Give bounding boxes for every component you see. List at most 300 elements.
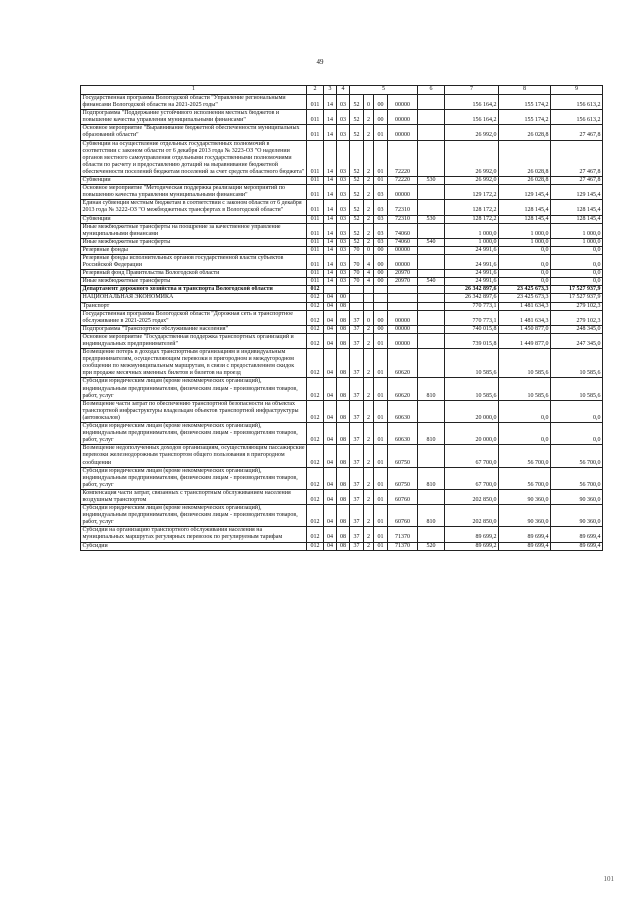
cell-pr: 08 [337, 542, 350, 550]
cell-gr: 011 [307, 223, 324, 238]
cell-cs1: 37 [350, 400, 364, 422]
cell-gr: 011 [307, 200, 324, 215]
cell-name: Подпрограмма "Транспортное обслуживание населения" [81, 325, 307, 333]
cell-y3: 10 585,6 [551, 378, 603, 400]
cell-cs1: 70 [350, 246, 364, 254]
cell-y2: 89 699,4 [499, 542, 551, 550]
cell-y3: 1 000,0 [551, 223, 603, 238]
cell-pr: 03 [337, 185, 350, 200]
cell-rz: 04 [324, 349, 337, 378]
table-row [81, 325, 603, 333]
cell-rz: 14 [324, 125, 337, 140]
cell-cs4: 20970 [388, 278, 418, 286]
cell-vr: 540 [418, 238, 445, 246]
cell-y1: 24 991,6 [445, 270, 499, 278]
table-header-row [81, 86, 603, 95]
cell-gr: 011 [307, 185, 324, 200]
cell-vr: 810 [418, 505, 445, 527]
cell-cs3: 00 [374, 325, 388, 333]
cell-y2: 26 028,8 [499, 177, 551, 185]
cell-cs1: 52 [350, 200, 364, 215]
cell-y2: 90 360,0 [499, 505, 551, 527]
cell-y2: 0,0 [499, 270, 551, 278]
cell-cs2 [364, 294, 374, 302]
cell-y1: 740 015,8 [445, 325, 499, 333]
cell-cs4: 72310 [388, 200, 418, 215]
cell-rz: 14 [324, 177, 337, 185]
cell-y2: 155 174,2 [499, 95, 551, 110]
cell-vr [418, 310, 445, 325]
table-row [81, 302, 603, 310]
cell-y2: 1 481 634,3 [499, 310, 551, 325]
cell-y3: 90 360,0 [551, 505, 603, 527]
cell-cs1: 37 [350, 333, 364, 348]
cell-gr: 012 [307, 349, 324, 378]
cell-rz: 04 [324, 302, 337, 310]
cell-pr: 03 [337, 223, 350, 238]
cell-vr: 810 [418, 378, 445, 400]
cell-y1: 770 773,1 [445, 302, 499, 310]
cell-cs2: 0 [364, 95, 374, 110]
cell-cs2: 2 [364, 333, 374, 348]
cell-cs4: 74060 [388, 223, 418, 238]
table-row [81, 333, 603, 348]
cell-gr: 012 [307, 467, 324, 489]
cell-cs4: 00000 [388, 325, 418, 333]
cell-pr: 08 [337, 333, 350, 348]
cell-cs3: 01 [374, 333, 388, 348]
cell-gr: 012 [307, 527, 324, 542]
cell-cs4: 60750 [388, 467, 418, 489]
table-row [81, 349, 603, 378]
cell-y3: 56 700,0 [551, 467, 603, 489]
cell-name: Субсидии юридическим лицам (кроме некоммерческих организаций), индивидуальным предпринимателям, физическим лицам - производителям товаров, работ, услуг [81, 423, 307, 445]
cell-cs4: 71370 [388, 527, 418, 542]
cell-rz: 04 [324, 333, 337, 348]
cell-name: Субсидии юридическим лицам (кроме некоммерческих организаций), индивидуальным предпринимателям, физическим лицам - производителям товаров, работ, услуг [81, 467, 307, 489]
cell-name: Департамент дорожного хозяйства и транспорта Вологодской области [81, 286, 307, 294]
cell-y1: 67 700,0 [445, 467, 499, 489]
cell-rz [324, 286, 337, 294]
cell-name: Субсидии юридическим лицам (кроме некоммерческих организаций), индивидуальным предпринимателям, физическим лицам - производителям товаров, работ, услуг [81, 505, 307, 527]
cell-rz: 14 [324, 200, 337, 215]
cell-cs1: 52 [350, 140, 364, 176]
cell-cs4 [388, 286, 418, 294]
cell-cs3 [374, 294, 388, 302]
cell-vr [418, 125, 445, 140]
cell-pr: 03 [337, 215, 350, 223]
cell-rz: 14 [324, 246, 337, 254]
cell-cs3: 03 [374, 238, 388, 246]
cell-cs3: 01 [374, 140, 388, 176]
cell-cs1: 52 [350, 223, 364, 238]
cell-name: Единая субвенция местным бюджетам в соответствии с законом области от 6 декабря 2013 года № 3222-ОЗ "О межбюджетных трансфертах в Вологодской области" [81, 200, 307, 215]
cell-pr: 03 [337, 270, 350, 278]
table-row [81, 185, 603, 200]
cell-gr: 011 [307, 177, 324, 185]
cell-cs4: 60630 [388, 400, 418, 422]
cell-gr: 012 [307, 286, 324, 294]
cell-gr: 012 [307, 325, 324, 333]
cell-vr [418, 333, 445, 348]
table-row [81, 246, 603, 254]
cell-y1: 26 342 897,6 [445, 294, 499, 302]
table-row [81, 505, 603, 527]
cell-cs1: 37 [350, 423, 364, 445]
cell-cs2 [364, 286, 374, 294]
cell-rz: 14 [324, 185, 337, 200]
cell-cs3 [374, 286, 388, 294]
header-cell: 1 [81, 86, 307, 95]
cell-cs3: 00 [374, 110, 388, 125]
cell-rz: 04 [324, 542, 337, 550]
cell-pr: 03 [337, 110, 350, 125]
cell-pr: 03 [337, 140, 350, 176]
cell-y2: 128 145,4 [499, 215, 551, 223]
header-cell: 9 [551, 86, 603, 95]
cell-y3: 27 467,8 [551, 177, 603, 185]
table-row [81, 254, 603, 269]
cell-cs1 [350, 286, 364, 294]
cell-cs3: 00 [374, 278, 388, 286]
cell-pr: 03 [337, 254, 350, 269]
cell-y2: 90 360,0 [499, 489, 551, 504]
cell-name: Субвенции [81, 177, 307, 185]
cell-cs3: 01 [374, 349, 388, 378]
cell-vr: 810 [418, 423, 445, 445]
cell-cs3: 00 [374, 310, 388, 325]
cell-pr: 03 [337, 95, 350, 110]
cell-cs3: 01 [374, 505, 388, 527]
cell-cs4: 00000 [388, 246, 418, 254]
cell-gr: 012 [307, 294, 324, 302]
cell-y1: 1 000,0 [445, 223, 499, 238]
table-row [81, 177, 603, 185]
cell-y2: 26 028,8 [499, 125, 551, 140]
cell-y2: 0,0 [499, 254, 551, 269]
cell-y3: 156 613,2 [551, 95, 603, 110]
cell-cs3: 01 [374, 177, 388, 185]
cell-vr [418, 489, 445, 504]
cell-y1: 10 585,6 [445, 378, 499, 400]
cell-rz: 14 [324, 223, 337, 238]
cell-cs4: 72220 [388, 177, 418, 185]
cell-y3: 90 360,0 [551, 489, 603, 504]
cell-name: Иные межбюджетные трансферты [81, 278, 307, 286]
cell-y1: 24 991,6 [445, 278, 499, 286]
table-row [81, 378, 603, 400]
cell-name: Возмещение недополученных доходов организациям, осуществляющим пассажирские перевозки железнодорожным транспортом общего пользования в пригородном сообщении [81, 445, 307, 467]
cell-name: Субсидии юридическим лицам (кроме некоммерческих организаций), индивидуальным предпринимателям, физическим лицам - производителям товаров, работ, услуг [81, 378, 307, 400]
cell-cs1 [350, 302, 364, 310]
cell-y2: 1 000,0 [499, 238, 551, 246]
cell-y3: 17 527 937,9 [551, 294, 603, 302]
cell-cs3: 00 [374, 254, 388, 269]
cell-y3: 17 527 937,9 [551, 286, 603, 294]
cell-cs1: 37 [350, 378, 364, 400]
cell-cs1: 37 [350, 310, 364, 325]
cell-pr: 03 [337, 238, 350, 246]
cell-cs1: 37 [350, 527, 364, 542]
table-row [81, 294, 603, 302]
cell-rz: 14 [324, 110, 337, 125]
cell-name: Иные межбюджетные трансферты на поощрение за качественное управление муниципальными финансами [81, 223, 307, 238]
cell-vr [418, 527, 445, 542]
cell-cs4: 60760 [388, 489, 418, 504]
cell-cs4: 71370 [388, 542, 418, 550]
cell-cs3: 01 [374, 542, 388, 550]
table-row [81, 489, 603, 504]
cell-cs1: 52 [350, 95, 364, 110]
cell-y2: 1 000,0 [499, 223, 551, 238]
cell-y3: 56 700,0 [551, 445, 603, 467]
cell-gr: 011 [307, 125, 324, 140]
cell-cs2: 2 [364, 527, 374, 542]
cell-cs4: 60620 [388, 378, 418, 400]
cell-gr: 012 [307, 302, 324, 310]
table-row [81, 223, 603, 238]
cell-vr [418, 325, 445, 333]
table-row [81, 400, 603, 422]
table-row [81, 527, 603, 542]
cell-y3: 279 102,3 [551, 310, 603, 325]
cell-gr: 012 [307, 542, 324, 550]
cell-y1: 26 342 897,6 [445, 286, 499, 294]
cell-rz: 14 [324, 254, 337, 269]
scan-mark: 101 [603, 875, 614, 883]
cell-rz: 04 [324, 423, 337, 445]
cell-name: Субсидии [81, 542, 307, 550]
cell-vr [418, 200, 445, 215]
cell-name: Субсидии на организацию транспортного обслуживания населения на муниципальных маршрутах регулярных перевозок по регулируемым тарифам [81, 527, 307, 542]
cell-y3: 247 345,0 [551, 333, 603, 348]
cell-pr: 08 [337, 378, 350, 400]
cell-cs4: 60750 [388, 445, 418, 467]
cell-cs2: 2 [364, 177, 374, 185]
cell-cs1 [350, 294, 364, 302]
cell-rz: 04 [324, 527, 337, 542]
cell-gr: 011 [307, 270, 324, 278]
table-row [81, 125, 603, 140]
cell-y2: 0,0 [499, 278, 551, 286]
cell-cs2: 0 [364, 246, 374, 254]
cell-y3: 0,0 [551, 278, 603, 286]
table-row [81, 200, 603, 215]
cell-cs2: 2 [364, 110, 374, 125]
cell-vr [418, 185, 445, 200]
budget-table [80, 85, 603, 551]
cell-cs3: 01 [374, 527, 388, 542]
cell-name: Субвенции [81, 215, 307, 223]
cell-gr: 012 [307, 505, 324, 527]
cell-y3: 27 467,8 [551, 125, 603, 140]
cell-y3: 128 145,4 [551, 200, 603, 215]
cell-cs1: 52 [350, 185, 364, 200]
cell-vr: 530 [418, 177, 445, 185]
cell-cs4 [388, 302, 418, 310]
table-row [81, 278, 603, 286]
cell-cs1: 52 [350, 238, 364, 246]
cell-y1: 1 000,0 [445, 238, 499, 246]
cell-name: Подпрограмма "Поддержание устойчивого исполнения местных бюджетов и повышение качества управления муниципальными финансами" [81, 110, 307, 125]
cell-y1: 20 000,0 [445, 423, 499, 445]
cell-y2: 0,0 [499, 423, 551, 445]
cell-vr: 520 [418, 542, 445, 550]
cell-gr: 012 [307, 310, 324, 325]
cell-pr: 03 [337, 278, 350, 286]
cell-cs1: 52 [350, 177, 364, 185]
table-row [81, 542, 603, 550]
cell-cs1: 52 [350, 125, 364, 140]
cell-cs2: 0 [364, 310, 374, 325]
cell-cs4 [388, 294, 418, 302]
cell-vr [418, 294, 445, 302]
cell-pr: 00 [337, 294, 350, 302]
cell-cs1: 37 [350, 325, 364, 333]
cell-y1: 128 172,2 [445, 200, 499, 215]
cell-y1: 129 172,2 [445, 185, 499, 200]
cell-y1: 739 015,8 [445, 333, 499, 348]
cell-y3: 156 613,2 [551, 110, 603, 125]
cell-cs3: 03 [374, 185, 388, 200]
cell-pr: 08 [337, 302, 350, 310]
cell-pr: 08 [337, 489, 350, 504]
cell-cs2: 2 [364, 505, 374, 527]
cell-name: Возмещение части затрат по обеспечению транспортной безопасности на объектах транспортной инфраструктуры владельцам объектов транспортной инфраструктуры (автовокзалов) [81, 400, 307, 422]
cell-cs2: 2 [364, 445, 374, 467]
cell-rz: 04 [324, 467, 337, 489]
cell-cs2: 2 [364, 140, 374, 176]
cell-cs3: 01 [374, 125, 388, 140]
cell-name: НАЦИОНАЛЬНАЯ ЭКОНОМИКА [81, 294, 307, 302]
cell-cs3: 01 [374, 378, 388, 400]
cell-y1: 24 991,6 [445, 246, 499, 254]
cell-cs4: 00000 [388, 95, 418, 110]
cell-y2: 26 028,8 [499, 140, 551, 176]
cell-cs4: 00000 [388, 110, 418, 125]
cell-rz: 14 [324, 95, 337, 110]
cell-y1: 24 991,6 [445, 254, 499, 269]
cell-cs3: 01 [374, 423, 388, 445]
cell-cs3: 01 [374, 489, 388, 504]
cell-y3: 0,0 [551, 254, 603, 269]
cell-pr: 08 [337, 467, 350, 489]
cell-cs2: 4 [364, 270, 374, 278]
cell-cs1: 37 [350, 445, 364, 467]
cell-y1: 156 164,2 [445, 95, 499, 110]
table-row [81, 467, 603, 489]
cell-vr [418, 140, 445, 176]
cell-cs1: 70 [350, 278, 364, 286]
cell-rz: 14 [324, 270, 337, 278]
cell-gr: 011 [307, 254, 324, 269]
cell-vr [418, 246, 445, 254]
table-body [81, 95, 603, 551]
cell-pr: 08 [337, 527, 350, 542]
cell-cs2: 2 [364, 238, 374, 246]
cell-y2: 89 699,4 [499, 527, 551, 542]
table-row [81, 423, 603, 445]
cell-cs4: 60620 [388, 349, 418, 378]
header-cell: 6 [418, 86, 445, 95]
cell-cs2: 2 [364, 349, 374, 378]
cell-gr: 011 [307, 110, 324, 125]
cell-y1: 67 700,0 [445, 445, 499, 467]
cell-y2: 1 481 634,3 [499, 302, 551, 310]
cell-cs2: 2 [364, 542, 374, 550]
cell-rz: 14 [324, 140, 337, 176]
cell-y2: 1 449 877,0 [499, 333, 551, 348]
cell-y2: 10 585,6 [499, 349, 551, 378]
header-cell: 8 [499, 86, 551, 95]
cell-y1: 26 992,0 [445, 140, 499, 176]
cell-cs4: 72310 [388, 215, 418, 223]
cell-pr: 08 [337, 325, 350, 333]
cell-cs3: 03 [374, 200, 388, 215]
cell-rz: 14 [324, 238, 337, 246]
header-cell: 4 [337, 86, 350, 95]
cell-name: Возмещение потерь в доходах транспортным организациям и индивидуальным предпринимателям, осуществляющим перевозки в пригородном и междугородном сообщении по межмуниципальным маршрутам, в связи с предоставлением скидок при продаже месячных именных билетов и билетов на проезд [81, 349, 307, 378]
cell-y2: 129 145,4 [499, 185, 551, 200]
cell-cs4: 00000 [388, 125, 418, 140]
cell-cs3: 00 [374, 246, 388, 254]
cell-pr: 08 [337, 423, 350, 445]
cell-y3: 27 467,8 [551, 140, 603, 176]
cell-cs2: 2 [364, 400, 374, 422]
cell-cs3: 01 [374, 467, 388, 489]
cell-name: Основное мероприятие "Методическая поддержка реализации мероприятий по повышению качества управления муниципальными финансами" [81, 185, 307, 200]
cell-rz: 04 [324, 310, 337, 325]
cell-vr [418, 254, 445, 269]
cell-y1: 202 850,0 [445, 505, 499, 527]
cell-vr [418, 110, 445, 125]
cell-cs1: 37 [350, 349, 364, 378]
cell-cs1: 52 [350, 110, 364, 125]
cell-y3: 1 000,0 [551, 238, 603, 246]
cell-vr [418, 286, 445, 294]
cell-y3: 129 145,4 [551, 185, 603, 200]
cell-vr: 540 [418, 278, 445, 286]
cell-cs4: 00000 [388, 333, 418, 348]
cell-y1: 89 699,2 [445, 542, 499, 550]
cell-cs1: 70 [350, 254, 364, 269]
cell-y3: 89 699,4 [551, 542, 603, 550]
cell-cs3: 00 [374, 95, 388, 110]
cell-cs4: 60630 [388, 423, 418, 445]
cell-y2: 1 450 877,0 [499, 325, 551, 333]
cell-name: Государственная программа Вологодской области "Дорожная сеть и транспортное обслуживание в 2021-2025 годах" [81, 310, 307, 325]
header-cell: 5 [350, 86, 418, 95]
cell-cs4: 00000 [388, 254, 418, 269]
cell-gr: 012 [307, 423, 324, 445]
cell-name: Государственная программа Вологодской области "Управление региональными финансами Вологодской области на 2021-2025 годы" [81, 95, 307, 110]
cell-y2: 155 174,2 [499, 110, 551, 125]
cell-cs4: 00000 [388, 310, 418, 325]
cell-vr [418, 445, 445, 467]
table-row [81, 95, 603, 110]
cell-cs2: 2 [364, 223, 374, 238]
cell-cs4: 60760 [388, 505, 418, 527]
cell-cs3: 03 [374, 215, 388, 223]
cell-cs4: 72220 [388, 140, 418, 176]
cell-cs1: 37 [350, 505, 364, 527]
cell-cs1: 37 [350, 467, 364, 489]
cell-cs3: 01 [374, 445, 388, 467]
cell-cs1: 70 [350, 270, 364, 278]
cell-y1: 89 699,2 [445, 527, 499, 542]
cell-y3: 128 145,4 [551, 215, 603, 223]
cell-pr: 08 [337, 310, 350, 325]
